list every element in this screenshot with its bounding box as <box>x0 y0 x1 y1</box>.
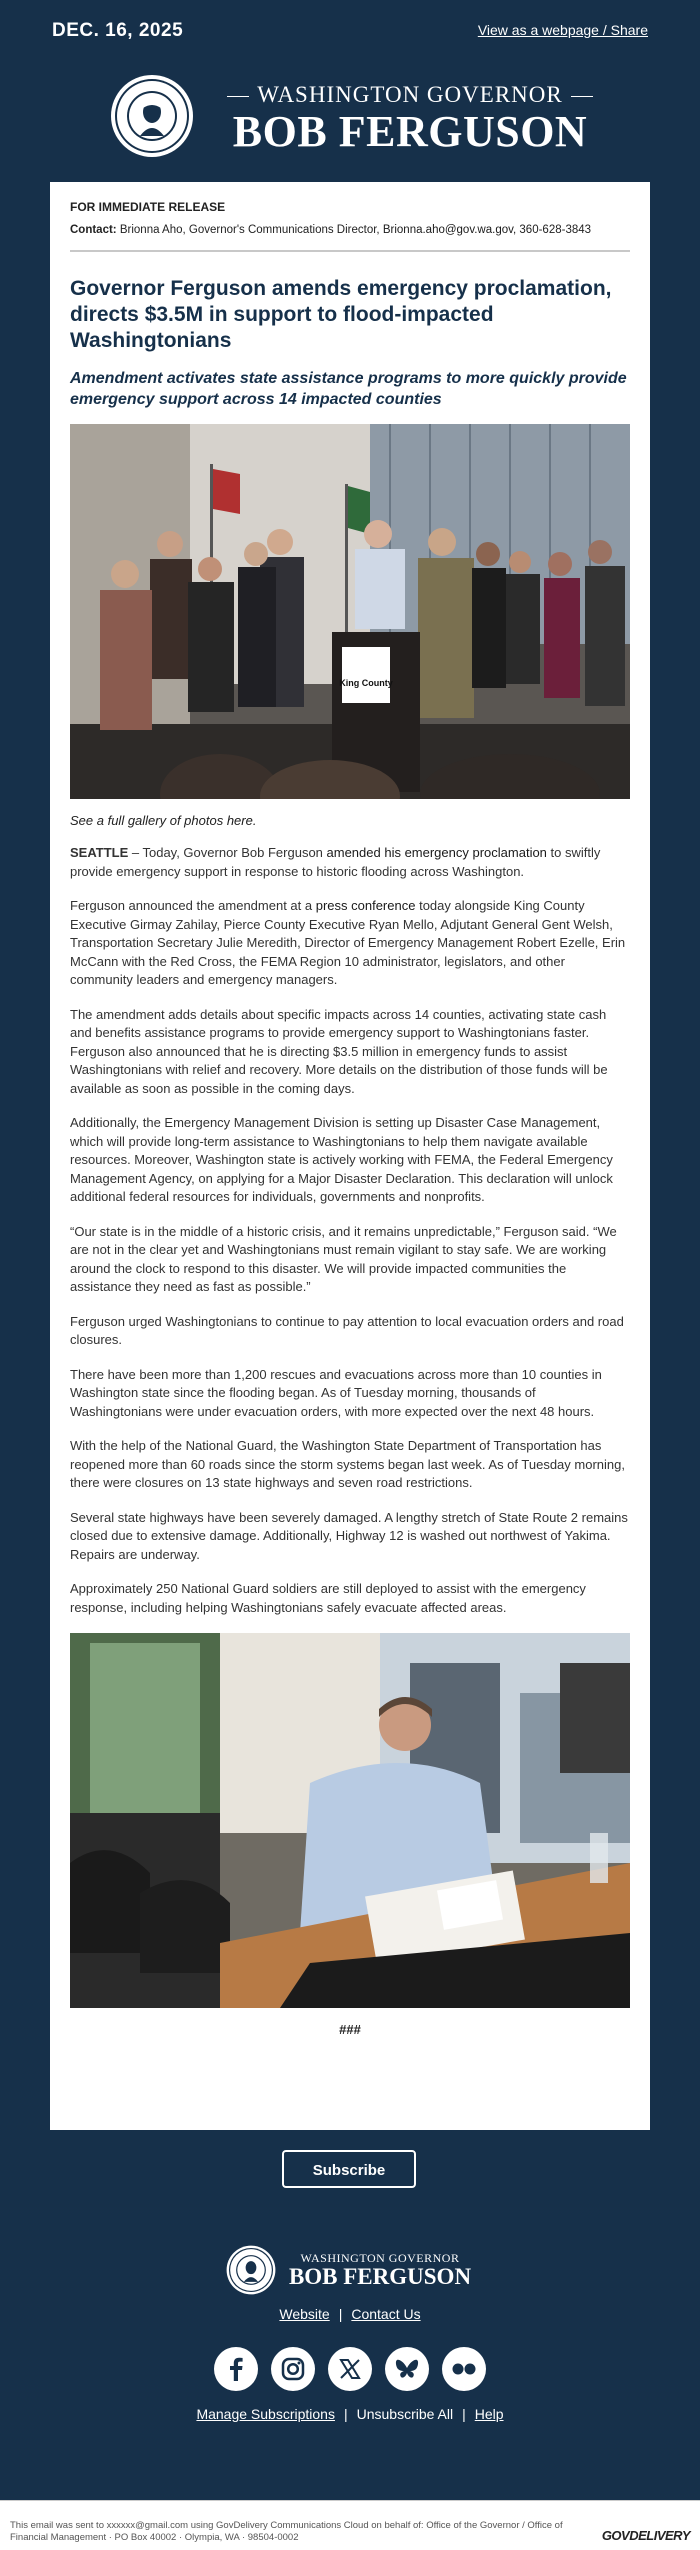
header-title: BOB FERGUSON <box>232 107 588 156</box>
social-icons <box>214 2347 486 2391</box>
footer-logo <box>226 2245 476 2297</box>
footer-links: Website | Contact Us <box>279 2306 421 2322</box>
manage-subscriptions-link[interactable]: Manage Subscriptions <box>196 2406 335 2422</box>
govdelivery-logo[interactable]: GOVDELIVERY <box>601 2528 690 2543</box>
top-bar <box>0 0 700 60</box>
header-subtitle: WASHINGTON GOVERNOR <box>212 82 608 108</box>
instagram-icon[interactable] <box>271 2347 315 2391</box>
paragraph-10: Approximately 250 National Guard soldiers are still deployed to assist with the emergency response, including helping Washingtonians safely evacuate affected areas. <box>70 1581 586 1615</box>
paragraph-4: Additionally, the Emergency Management Division is setting up Disaster Case Management, which will provide long-term assistance to Washingtonians to help them navigate available resources. Moreover, Washington state is actively working with FEMA, the Federal Emergency Management Agency, on applying for a Major Disaster Declaration. This declaration will unlock additional federal resources for individuals, governments and nonprofits. <box>70 1115 613 1204</box>
facebook-icon[interactable] <box>214 2347 258 2391</box>
paragraph-7: There have been more than 1,200 rescues and evacuations across more than 10 counties in Washington state since the flooding began. As of Tuesday morning, thousands of Washingtonians were under evacuation orders, with more expected over the next 48 hours. <box>70 1366 602 1419</box>
footer-logo-subtitle: WASHINGTON GOVERNOR <box>300 2251 460 2265</box>
legal-footer <box>0 2500 700 2550</box>
email-card <box>50 52 650 2130</box>
paragraph-6: Ferguson urged Washingtonians to continue to pay attention to local evacuation orders and road closures. <box>70 1313 624 1347</box>
paragraph-9: Several state highways have been severely damaged. A lengthy stretch of State Route 2 remains closed due to extensive damage. Additionally, Highway 12 is washed out northwest of Yakima. Repairs are underway. <box>70 1509 628 1562</box>
subscription-links: Manage Subscriptions | Unsubscribe All | Help <box>196 2406 504 2422</box>
website-link[interactable]: Website <box>279 2306 330 2322</box>
subheadline: Amendment activates state assistance programs to more quickly provide emergency support across 14 impacted counties <box>70 370 627 408</box>
paragraph-2: Ferguson announced the amendment at a press conference today alongside King County Executive Girmay Zahilay, Pierce County Executive Ryan Mello, Adjutant General Gent Welsh, Transportation Secretary Julie Meredith, Director of Emergency Management Robert Ezelle, Erin McCann with the Red Cross, the FEMA Region 10 administrator, legislators, and other community leaders and emergency managers. <box>70 898 626 987</box>
headline: Governor Ferguson amends emergency proclamation, directs $3.5M in support to flood-impacted Washingtonians <box>70 277 612 352</box>
press-conference-link[interactable]: press conference <box>315 898 416 913</box>
press-conference-photo <box>70 424 630 799</box>
paragraph-5: “Our state is in the middle of a historic crisis, and it remains unpredictable,” Ferguson said. “We are not in the clear yet and Washingtonians must remain vigilant to stay safe. We are working around the clock to respond to this disaster. We will provide impacted communities the assistance they need as fast as possible.” <box>70 1223 617 1294</box>
release-label: FOR IMMEDIATE RELEASE <box>70 200 226 214</box>
podium-sign-text: King County <box>339 678 393 688</box>
footer-seal-icon <box>226 2245 276 2295</box>
flickr-icon[interactable] <box>442 2347 486 2391</box>
gallery-link[interactable]: here <box>226 813 253 828</box>
signing-photo <box>70 1633 630 2008</box>
photo-caption: See a full gallery of photos here. <box>70 813 257 828</box>
paragraph-1: SEATTLE – Today, Governor Bob Ferguson amended his emergency proclamation to swiftly provide emergency support in response to historic flooding across Washington. <box>70 845 601 879</box>
paragraph-8: With the help of the National Guard, the Washington State Department of Transportation has reopened more than 60 roads since the storm systems began last week. As of Tuesday morning, there were closures on 13 state highways and seven road restrictions. <box>70 1438 625 1490</box>
paragraph-3: The amendment adds details about specific impacts across 14 counties, activating state cash and benefits assistance programs to provide emergency support to Washingtonians faster. Ferguson also announced that he is directing $3.5 million in emergency funds to assist Washingtonians with relief and recovery. More details on the distribution of those funds will be available as soon as possible in the coming days. <box>70 1006 608 1096</box>
release-date: DEC. 16, 2025 <box>52 20 184 41</box>
help-link[interactable]: Help <box>474 2406 504 2422</box>
subscribe-button[interactable]: Subscribe <box>282 2150 416 2188</box>
contact-line: Contact: Brionna Aho, Governor's Communications Director, Brionna.aho@gov.wa.gov, 360-628-3843 <box>70 224 592 236</box>
x-icon[interactable] <box>328 2347 372 2391</box>
contact-email-link[interactable]: Brionna.aho@gov.wa.gov <box>382 224 514 236</box>
view-as-webpage-link[interactable]: View as a webpage / Share <box>477 22 648 38</box>
bluesky-icon[interactable] <box>385 2347 429 2391</box>
end-mark: ### <box>339 2022 361 2037</box>
state-seal-icon <box>110 74 194 158</box>
footer-logo-title: BOB FERGUSON <box>288 2264 472 2289</box>
legal-text: This email was sent to xxxxxx@gmail.com using GovDelivery Communications Cloud on behalf of: Office of the Governor / Office of Financial Management · PO Box 40002 · Olympia, WA · 98504-0002 <box>10 2520 563 2543</box>
divider <box>70 250 630 252</box>
contact-us-link[interactable]: Contact Us <box>351 2306 421 2322</box>
unsubscribe-all-link[interactable]: Unsubscribe All <box>356 2406 454 2422</box>
header-banner <box>50 52 650 182</box>
proclamation-link[interactable]: amended his emergency proclamation <box>326 845 547 860</box>
